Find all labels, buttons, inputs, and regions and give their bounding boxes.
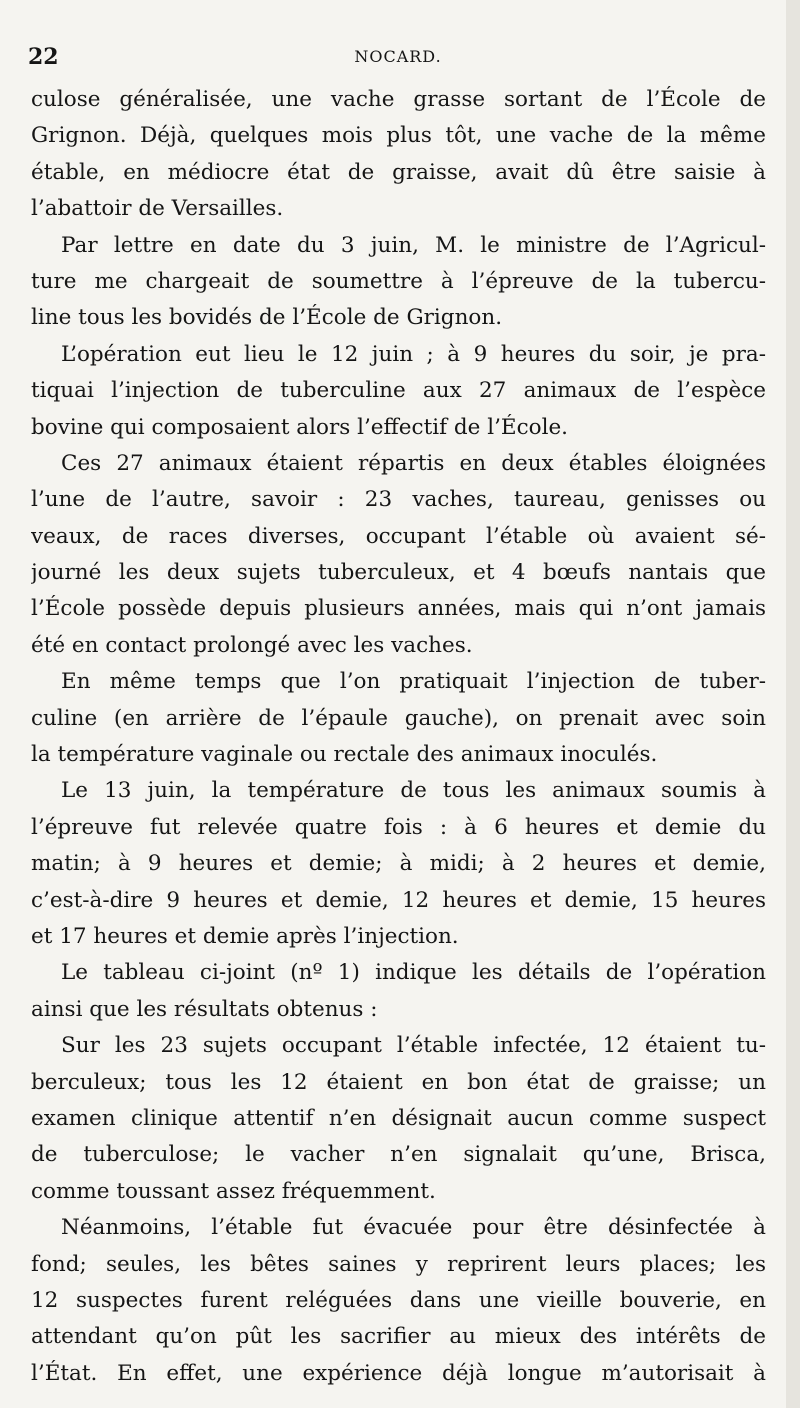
page-header — [28, 40, 768, 74]
text-line: Le 13 juin, la température de tous les animaux soumis à — [61, 778, 766, 804]
text-line: Ces 27 animaux étaient répartis en deux étables éloignées — [61, 450, 766, 476]
text-line: line tous les bovidés de l’École de Grignon. — [31, 305, 503, 331]
text-line: la température vaginale ou rectale des animaux inoculés. — [31, 742, 658, 768]
text-line: examen clinique attentif n’en désignait aucun comme suspect — [31, 1105, 766, 1131]
text-line: Par lettre en date du 3 juin, M. le ministre de l’Agricul- — [61, 232, 766, 258]
text-line: l’abattoir de Versailles. — [31, 196, 284, 222]
text-line: culose généralisée, une vache grasse sortant de l’École de — [31, 87, 766, 112]
text-line: Grignon. Déjà, quelques mois plus tôt, une vache de la même — [31, 123, 766, 149]
text-line: étable, en médiocre état de graisse, avait dû être saisie à — [31, 159, 766, 185]
text-line: et 17 heures et demie après l’injection. — [31, 923, 459, 949]
text-line: Néanmoins, l’étable fut évacuée pour être désinfectée à — [61, 1215, 766, 1241]
text-line: Le tableau ci-joint (nº 1) indique les détails de l’opération — [61, 960, 766, 986]
text-line: fond; seules, les bêtes saines y reprirent leurs places; les — [31, 1251, 766, 1277]
text-line: veaux, de races diverses, occupant l’étable où avaient sé- — [31, 523, 766, 549]
text-line: c’est-à-dire 9 heures et demie, 12 heures et demie, 15 heures — [31, 887, 766, 913]
text-line: En même temps que l’on pratiquait l’injection de tuber- — [61, 669, 766, 695]
text-line: comme toussant assez fréquemment. — [31, 1178, 436, 1204]
text-line: bovine qui composaient alors l’effectif de l’École. — [31, 414, 569, 440]
text-line: l’École possède depuis plusieurs années, mais qui n’ont jamais — [31, 596, 766, 622]
text-line: L’opération eut lieu le 12 juin ; à 9 heures du soir, je pra- — [61, 341, 766, 367]
text-line: tiquai l’injection de tuberculine aux 27 animaux de l’espèce — [31, 378, 766, 404]
text-line: l’épreuve fut relevée quatre fois : à 6 heures et demie du — [31, 814, 766, 840]
text-line: attendant qu’on pût les sacrifier au mieux des intérêts de — [31, 1324, 766, 1350]
text-line: l’État. En effet, une expérience déjà longue m’autorisait à — [31, 1360, 766, 1386]
body-text — [31, 82, 766, 1392]
text-line: 12 suspectes furent reléguées dans une vieille bouverie, en — [31, 1287, 766, 1313]
text-line: de tuberculose; le vacher n’en signalait qu’une, Brisca, — [31, 1142, 766, 1168]
page-edge-shadow — [786, 0, 800, 1408]
text-line: berculeux; tous les 12 étaient en bon état de graisse; un — [31, 1069, 766, 1095]
text-line: Sur les 23 sujets occupant l’étable infectée, 12 étaient tu- — [61, 1033, 766, 1059]
text-line: ainsi que les résultats obtenus : — [31, 996, 378, 1022]
text-line: été en contact prolongé avec les vaches. — [31, 632, 473, 658]
page-number: 22 — [28, 44, 59, 70]
text-line: matin; à 9 heures et demie; à midi; à 2 heures et demie, — [31, 851, 766, 877]
running-head: NOCARD. — [354, 47, 442, 66]
text-line: ture me chargeait de soumettre à l’épreuve de la tubercu- — [31, 268, 766, 294]
text-line: culine (en arrière de l’épaule gauche), on prenait avec soin — [31, 705, 766, 731]
text-line: l’une de l’autre, savoir : 23 vaches, taureau, genisses ou — [31, 487, 766, 513]
text-line: journé les deux sujets tuberculeux, et 4 bœufs nantais que — [31, 560, 766, 586]
